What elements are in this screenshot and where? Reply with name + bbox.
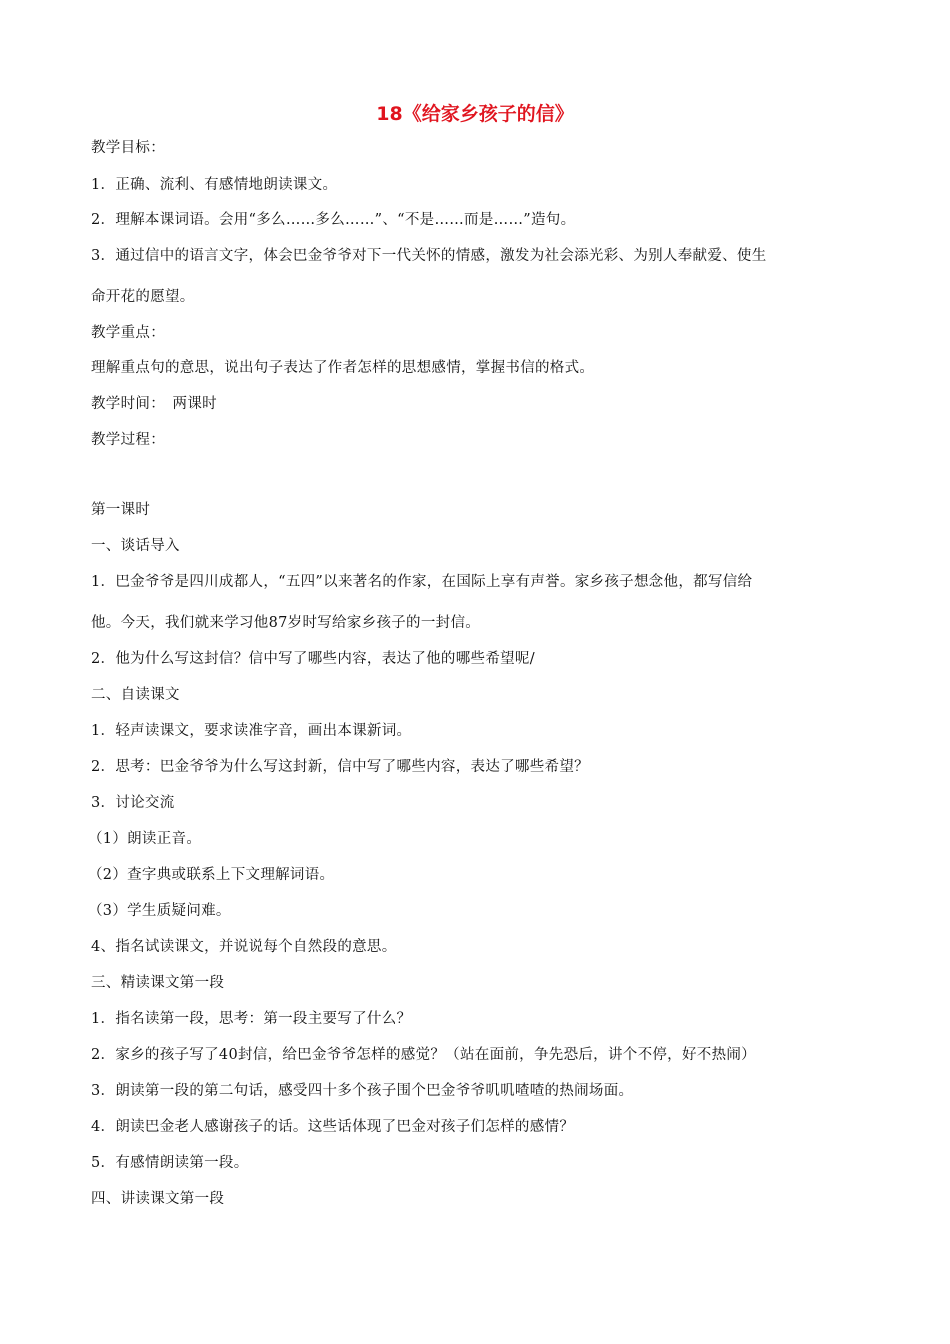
document-title: 18《给家乡孩子的信》	[376, 103, 574, 125]
text-line: 命开花的愿望。	[91, 289, 195, 305]
text-line: 教学目标：	[91, 140, 165, 156]
text-line: 他。今天，我们就来学习他87岁时写给家乡孩子的一封信。	[91, 615, 481, 631]
text-line: 1．指名读第一段，思考：第一段主要写了什么？	[91, 1011, 412, 1027]
text-line: 2．他为什么写这封信？信中写了哪些内容，表达了他的哪些希望呢/	[91, 651, 535, 667]
text-line: 3．通过信中的语言文字，体会巴金爷爷对下一代关怀的情感，激发为社会添光彩、为别人奉献爱、使生	[91, 248, 767, 264]
text-line: 4、指名试读课文，并说说每个自然段的意思。	[91, 939, 397, 955]
text-line: 2．家乡的孩子写了40封信，给巴金爷爷怎样的感觉？（站在面前，争先恐后，讲个不停，好不热闹）	[91, 1047, 756, 1063]
text-line: 理解重点句的意思，说出句子表达了作者怎样的思想感情，掌握书信的格式。	[91, 360, 595, 376]
text-line: 1．轻声读课文，要求读准字音，画出本课新词。	[91, 723, 412, 739]
section-heading: 第一课时	[91, 502, 151, 518]
text-line: 1．正确、流利、有感情地朗读课文。	[91, 177, 338, 193]
text-line: 4．朗读巴金老人感谢孩子的话。这些话体现了巴金对孩子们怎样的感情？	[91, 1119, 575, 1135]
text-line: 2．思考：巴金爷爷为什么写这封新，信中写了哪些内容，表达了哪些希望？	[91, 759, 589, 775]
text-line: 1．巴金爷爷是四川成都人，“五四”以来著名的作家，在国际上享有声誉。家乡孩子想念他，都写信给	[91, 574, 753, 590]
text-line: 5．有感情朗读第一段。	[91, 1155, 249, 1171]
section-heading: 三、精读课文第一段	[91, 975, 225, 991]
section-heading: 四、讲读课文第一段	[91, 1191, 225, 1207]
text-line: 教学时间： 两课时	[91, 396, 217, 412]
text-line: 3．讨论交流	[91, 795, 175, 811]
text-line: 教学重点：	[91, 325, 165, 341]
text-line: 3．朗读第一段的第二句话，感受四十多个孩子围个巴金爷爷叽叽喳喳的热闹场面。	[91, 1083, 634, 1099]
section-heading: 一、谈话导入	[91, 538, 180, 554]
text-line: （1）朗读正音。	[88, 831, 202, 847]
text-line: 2．理解本课词语。会用“多么……多么……”、“不是……而是……”造句。	[91, 212, 576, 228]
text-line: 教学过程：	[91, 432, 165, 448]
text-line: （3）学生质疑问难。	[88, 903, 231, 919]
section-heading: 二、自读课文	[91, 687, 180, 703]
text-line: （2）查字典或联系上下文理解词语。	[88, 867, 335, 883]
